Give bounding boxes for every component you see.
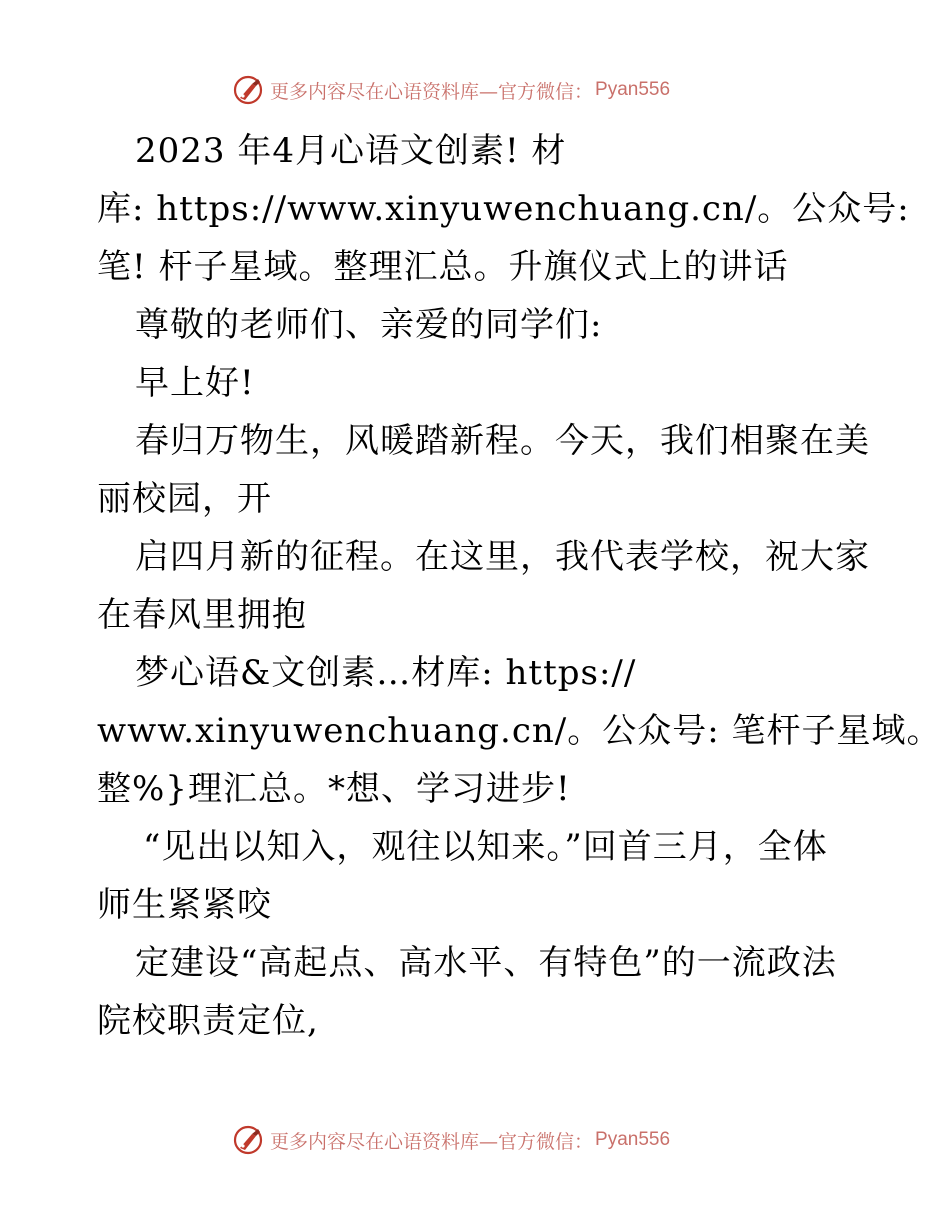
body-line: 库: https://www.xinyuwenchuang.cn/。公众号: (97, 189, 910, 229)
body-line: 春归万物生，风暖踏新程。今天，我们相聚在美 (135, 421, 870, 461)
body-line: 在春风里拥抱 (97, 595, 307, 635)
header-watermark (232, 72, 712, 108)
body-line: 定建设“高起点、高水平、有特色”的一流政法 (135, 943, 837, 983)
watermark-wechat-id: Pyan556 (595, 79, 671, 100)
greeting: 早上好! (135, 363, 255, 403)
body-line: 师生紧紧咬 (97, 885, 272, 925)
body-line: 笔! 杆子星域。整理汇总。升旗仪式上的讲话 (97, 247, 789, 287)
body-line: “见出以知入，观往以知来。”回首三月，全体 (143, 827, 828, 867)
document-body (97, 122, 942, 1050)
footer-watermark (232, 1122, 712, 1158)
body-line: 梦心语&文创素…材库: https:// (135, 653, 637, 693)
watermark-text: 更多内容尽在心语资料库—官方微信： (270, 1130, 594, 1153)
watermark-text: 更多内容尽在心语资料库—官方微信： (270, 80, 594, 103)
body-line: 整%}理汇总。*想、学习进步! (97, 769, 571, 809)
body-line: www.xinyuwenchuang.cn/。公众号: 笔杆子星域。 (97, 711, 942, 751)
salutation: 尊敬的老师们、亲爱的同学们: (135, 305, 603, 345)
body-line: 院校职责定位, (97, 1001, 319, 1041)
body-line: 启四月新的征程。在这里，我代表学校，祝大家 (135, 537, 870, 577)
pen-logo-icon (232, 1124, 264, 1156)
pen-logo-icon (232, 74, 264, 106)
body-line: 丽校园，开 (97, 479, 272, 519)
watermark-wechat-id: Pyan556 (595, 1129, 671, 1150)
body-line: 2023 年4月心语文创素! 材 (135, 131, 567, 171)
